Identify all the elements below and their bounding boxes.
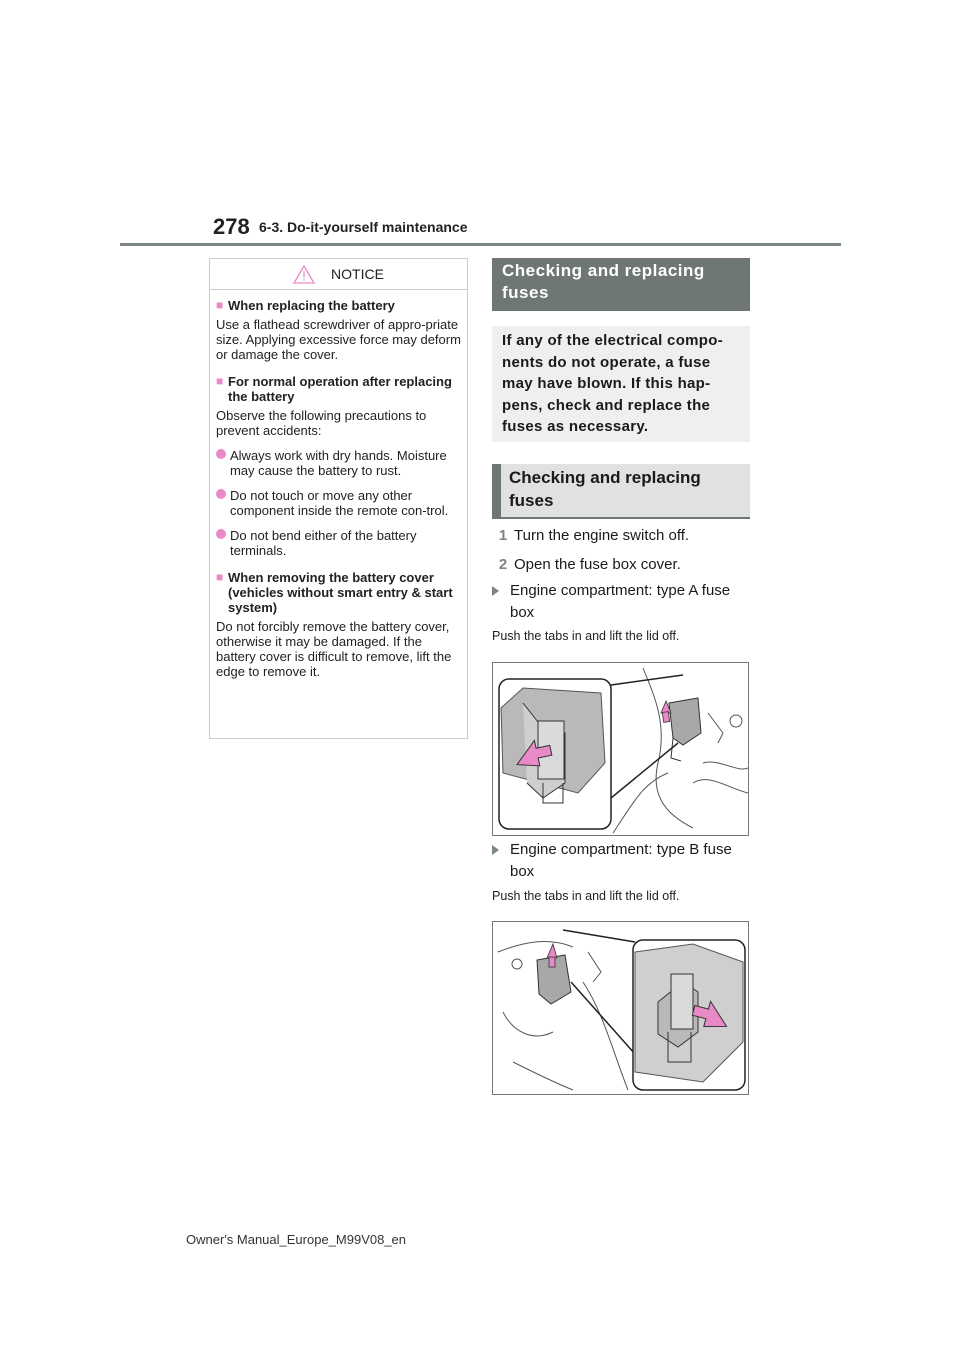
notice-text: Use a flathead screwdriver of appro-priate size. Applying excessive force may deform or damage the cover. bbox=[216, 317, 461, 362]
square-bullet-icon: ■ bbox=[216, 570, 224, 584]
step-text: Turn the engine switch off. bbox=[514, 527, 690, 544]
step-number: 2 bbox=[498, 556, 508, 573]
notice-box bbox=[209, 258, 468, 739]
fuse-box-a-drawing bbox=[493, 663, 748, 835]
notice-heading: ■ When removing the battery cover (vehicles without smart entry & start system) bbox=[216, 570, 453, 615]
intro-box: If any of the electrical compo-nents do not operate, a fuse may have blown. If this hap-pens, check and replace the fuses as necessary. bbox=[492, 326, 750, 442]
notice-header bbox=[210, 259, 467, 290]
notice-bullet: Do not bend either of the battery terminals. bbox=[216, 528, 461, 558]
fuse-box-item bbox=[492, 839, 732, 883]
arrow-bullet-icon bbox=[492, 580, 510, 624]
warning-triangle-icon bbox=[293, 265, 315, 284]
section-title: 6-3. Do-it-yourself maintenance bbox=[259, 219, 468, 235]
circle-bullet-icon bbox=[216, 449, 228, 461]
section-band-title: Checking and replacing fuses bbox=[492, 258, 750, 311]
subheading: Checking and replacing fuses bbox=[492, 464, 750, 519]
item-label: Engine compartment: type B fuse box bbox=[510, 841, 732, 880]
item-caption: Push the tabs in and lift the lid off. bbox=[492, 629, 680, 643]
arrow-bullet-icon bbox=[492, 839, 510, 883]
fuse-box-item bbox=[492, 580, 732, 624]
notice-text: Observe the following precautions to prevent accidents: bbox=[216, 408, 427, 438]
square-bullet-icon: ■ bbox=[216, 298, 224, 312]
step-item bbox=[492, 556, 681, 573]
notice-bullet: Always work with dry hands. Moisture may cause the battery to rust. bbox=[216, 448, 461, 478]
circle-bullet-icon bbox=[216, 489, 228, 501]
step-text: Open the fuse box cover. bbox=[514, 556, 681, 573]
item-label: Engine compartment: type A fuse box bbox=[510, 582, 731, 621]
fuse-box-type-b-illustration bbox=[492, 921, 749, 1095]
step-number: 1 bbox=[498, 527, 508, 544]
notice-bullet: Do not touch or move any other component inside the remote con-trol. bbox=[216, 488, 461, 518]
page-number: 278 bbox=[213, 214, 250, 239]
item-caption: Push the tabs in and lift the lid off. bbox=[492, 889, 680, 903]
notice-heading: ■ For normal operation after replacing the battery bbox=[216, 374, 452, 404]
fuse-box-type-a-illustration bbox=[492, 662, 749, 836]
circle-bullet-icon bbox=[216, 529, 228, 541]
header-rule bbox=[120, 243, 841, 246]
notice-heading: ■ When replacing the battery bbox=[216, 298, 395, 313]
notice-label: NOTICE bbox=[331, 266, 384, 282]
square-bullet-icon: ■ bbox=[216, 374, 224, 388]
fuse-box-b-drawing bbox=[493, 922, 748, 1094]
footer-text: Owner's Manual_Europe_M99V08_en bbox=[186, 1232, 407, 1247]
notice-text: Do not forcibly remove the battery cover, otherwise it may be damaged. If the battery cover is difficult to remove, lift the edge to remove it. bbox=[216, 619, 452, 679]
step-item bbox=[492, 527, 689, 544]
